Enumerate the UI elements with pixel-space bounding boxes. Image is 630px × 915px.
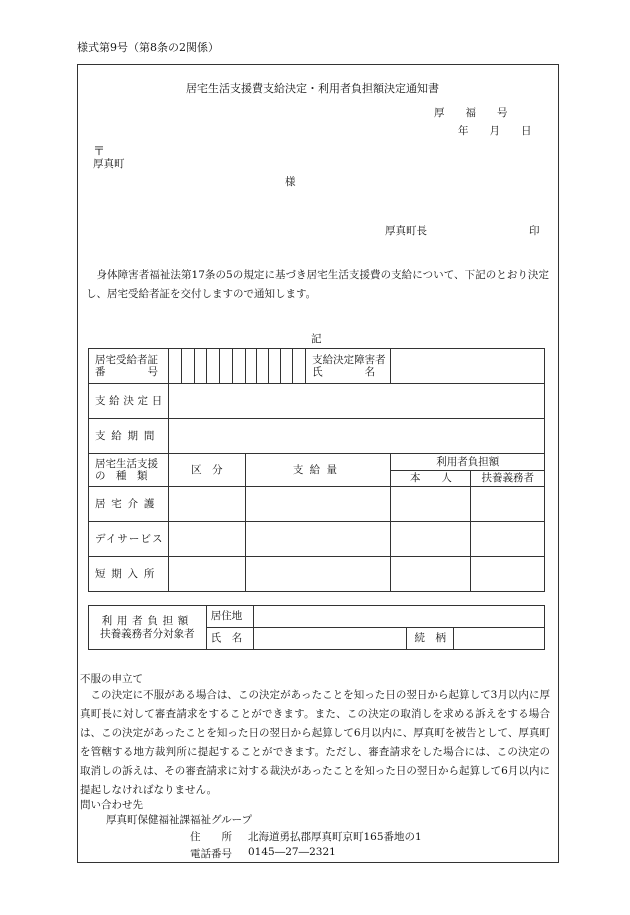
burden-header: 利用者負担額	[391, 454, 545, 471]
disabled-person-name-cell	[391, 349, 545, 384]
objection-text: この決定に不服がある場合は、この決定があったことを知った日の翌日から起算して3月以内に厚真町長に対して審査請求をすることができます。また、この決定の取消しを求める訴えをする場合は、この決定があったことを知った日の翌日から起算して6月以内に、厚真町を被告として、厚真町を管轄する地方裁判所に提起することができます。ただし、審査請求をした場合には、この決定の取消しの訴えは、その審査請求に対する裁決があったことを知った日の翌日から起算して6月以内に提起しなければなりません。	[80, 689, 550, 796]
decision-date-cell	[169, 384, 545, 419]
supporter-header: 扶養義務者	[471, 471, 545, 487]
name-label: 氏 名	[206, 628, 253, 650]
relation-cell	[454, 628, 545, 650]
kubun-header: 区 分	[169, 454, 246, 487]
supporter-table	[88, 605, 545, 650]
decision-date-label: 支給決定日	[89, 384, 169, 419]
self-header: 本 人	[391, 471, 471, 487]
recipient-number-box	[257, 349, 269, 384]
recipient-number-box	[269, 349, 281, 384]
relation-label: 続 柄	[407, 628, 454, 650]
address-label: 住 所	[190, 831, 232, 843]
name-cell	[253, 628, 407, 650]
supporter-label-2: 扶養義務者分対象者	[100, 627, 195, 640]
phone-label: 電話番号	[190, 848, 232, 860]
addressee-honorific: 様	[285, 176, 296, 188]
amount-header: 支給量	[245, 454, 391, 487]
phone-value: 0145―27―2321	[248, 846, 336, 858]
form-id: 様式第9号（第8条の2関係）	[77, 41, 219, 54]
document-number: 厚 福 号	[434, 107, 508, 119]
recipient-number-box	[281, 349, 293, 384]
decision-table	[88, 348, 545, 592]
ki-heading: 記	[311, 333, 322, 345]
recipient-number-label-1: 居宅受給者証	[95, 353, 158, 366]
recipient-number-box	[220, 349, 233, 384]
service-day-service-label: デイサービス	[89, 522, 169, 557]
residence-label: 居住地	[206, 606, 253, 628]
recipient-number-box	[232, 349, 245, 384]
period-label: 支給期間	[89, 419, 169, 454]
postal-mark: 〒	[93, 144, 106, 158]
table-row	[89, 557, 545, 592]
document-date: 年 月 日	[458, 125, 532, 137]
document-title: 居宅生活支援費支給決定・利用者負担額決定通知書	[186, 82, 439, 95]
inquiry-department: 厚真町保健福祉課福祉グループ	[106, 814, 253, 826]
addressee-town: 厚真町	[93, 158, 125, 170]
service-short-stay-label: 短期入所	[89, 557, 169, 592]
table-row	[89, 487, 545, 522]
recipient-number-label-2: 番 号	[95, 366, 158, 378]
recipient-number-box	[181, 349, 194, 384]
address-value: 北海道勇払郡厚真町京町165番地の1	[248, 831, 422, 843]
seal-mark: 印	[529, 225, 540, 237]
recipient-number-box	[207, 349, 220, 384]
service-type-label-1: 居宅生活支援	[95, 457, 158, 470]
recipient-number-box	[194, 349, 207, 384]
residence-cell	[253, 606, 544, 628]
inquiry-heading: 問い合わせ先	[80, 799, 143, 811]
disabled-person-label-2: 氏 名	[312, 366, 376, 378]
service-type-label-2: の 種 類	[95, 470, 148, 482]
issuer: 厚真町長	[385, 225, 427, 237]
table-row	[89, 522, 545, 557]
service-home-care-label: 居宅介護	[89, 487, 169, 522]
objection-heading: 不服の申立て	[80, 673, 143, 685]
recipient-number-box	[169, 349, 182, 384]
disabled-person-label-1: 支給決定障害者	[312, 353, 386, 366]
recipient-number-box	[245, 349, 257, 384]
notice-body: 身体障害者福祉法第17条の5の規定に基づき居宅生活支援費の支給について、下記のとおり決定し、居宅受給者証を交付しますので通知します。	[86, 269, 549, 300]
period-cell	[169, 419, 545, 454]
supporter-label-1: 利用者負担額	[101, 615, 194, 628]
